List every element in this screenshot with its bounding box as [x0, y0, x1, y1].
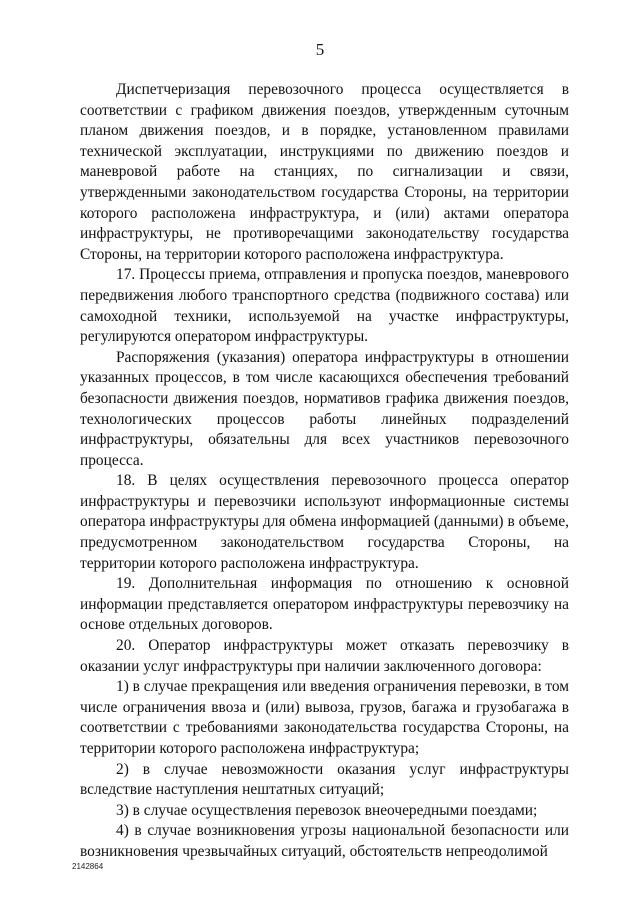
body-text — [80, 80, 569, 863]
paragraph-17-orders: Распоряжения (указания) оператора инфраструктуры в отношении указанных процессов, в том числе касающихся обеспечения требований безопасности движения поездов, нормативов графика движения поездов, технологических процессов работы линейных подразделений инфраструктуры, обязательны для всех участников перевозочного процесса. — [80, 348, 569, 469]
paragraph-19: 19. Дополнительная информация по отношению к основной информации представляется оператором инфраструктуры перевозчику на основе отдельных договоров. — [80, 575, 569, 634]
document-code: 2142864 — [72, 862, 104, 871]
paragraph-18: 18. В целях осуществления перевозочного процесса оператор инфраструктуры и перевозчики используют информационные системы оператора инфраструктуры для обмена информацией (данными) в объеме, предусмотренном законодательством государства Стороны, на территории которого расположена инфраструктура. — [80, 472, 569, 572]
list-item-20-4: 4) в случае возникновения угрозы национальной безопасности или возникновения чрезвычайных ситуаций, обстоятельств непреодолимой — [80, 822, 569, 860]
paragraph-17: 17. Процессы приема, отправления и пропуска поездов, маневрового передвижения любого транспортного средства (подвижного состава) или самоходной техники, используемой на участке инфраструктуры, регулируются оператором инфраструктуры. — [80, 266, 569, 346]
page-number: 5 — [315, 40, 325, 59]
paragraph-dispatching: Диспетчеризация перевозочного процесса осуществляется в соответствии с графиком движения поездов, утвержденным суточным планом движения поездов, и в порядке, установленном правилами технической эксплуатации, инструкциями по движению поездов и маневровой работе на станциях, по сигнализации и связи, утвержденными законодательством государства Стороны, на территории которого расположена инфраструктура, и (или) актами оператора инфраструктуры, не противоречащими законодательству государства Стороны, на территории которого расположена инфраструктура. — [80, 81, 569, 263]
list-item-20-1: 1) в случае прекращения или введения ограничения перевозки, в том числе ограничения ввоза и (или) вывоза, грузов, багажа и грузобагажа в соответствии с требованиями законодательства государства Стороны, на территории которого расположена инфраструктура; — [80, 678, 569, 757]
paragraph-20: 20. Оператор инфраструктуры может отказать перевозчику в оказании услуг инфраструктуры при наличии заключенного договора: — [80, 637, 569, 675]
list-item-20-3: 3) в случае осуществления перевозок внеочередными поездами; — [116, 801, 538, 819]
list-item-20-2: 2) в случае невозможности оказания услуг инфраструктуры вследствие наступления нештатных ситуаций; — [80, 760, 569, 799]
